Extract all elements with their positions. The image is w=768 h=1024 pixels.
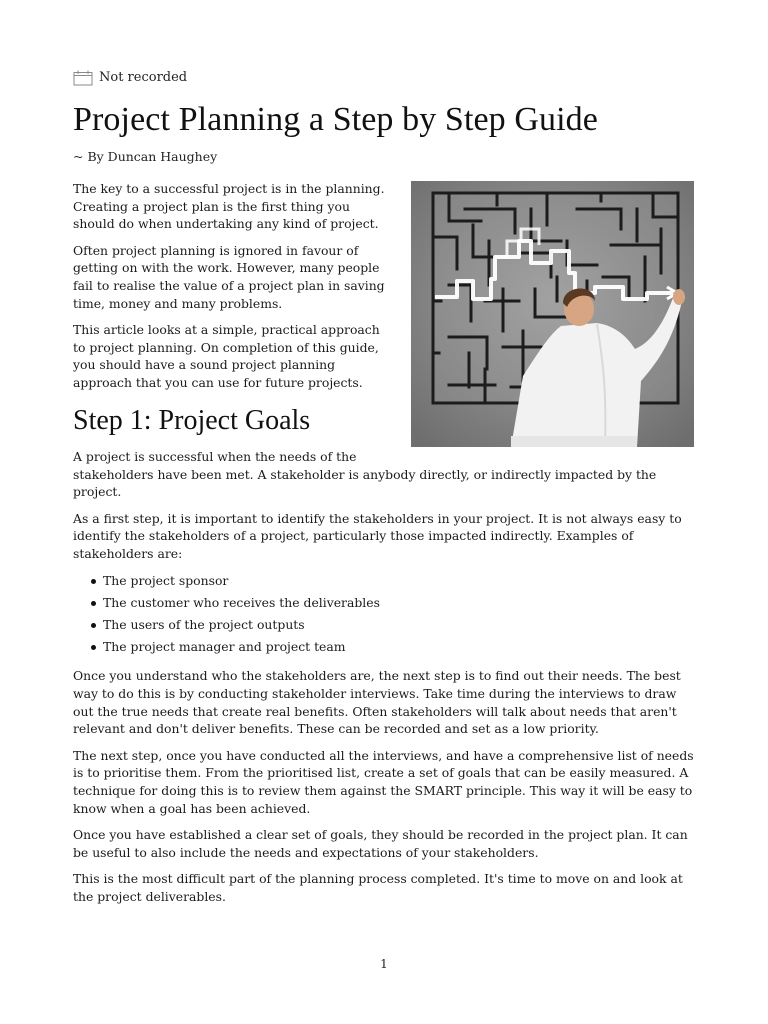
author-byline: ~ By Duncan Haughey [73, 149, 218, 164]
maze-illustration [411, 181, 694, 447]
page-title: Project Planning a Step by Step Guide [73, 101, 598, 138]
section-body [73, 448, 697, 915]
body-paragraph: As a first step, it is important to identify the stakeholders in your project. It is not always easy to identify the stakeholders of a project, particularly those impacted indirectly. Examples of stakeholders are: [73, 510, 682, 561]
intro-paragraph: Often project planning is ignored in favour of getting on with the work. However, many people fail to realise the value of a project plan in saving time, money and many problems. [73, 242, 385, 311]
calendar-icon [73, 70, 93, 86]
stakeholder-list [73, 572, 697, 656]
body-paragraph: Once you have established a clear set of goals, they should be recorded in the project plan. It can be useful to also include the needs and expectations of your stakeholders. [73, 827, 688, 860]
list-item: The project manager and project team [103, 638, 697, 656]
list-item: The project sponsor [103, 572, 697, 590]
lead-line: stakeholders have been met. A stakeholder is anybody directly, or indirectly impacted by the project. [73, 466, 657, 500]
intro-paragraph: The key to a successful project is in the planning. Creating a project plan is the first thing you should do when undertaking any kind of project. [73, 181, 385, 232]
record-status-text: Not recorded [99, 70, 188, 85]
section-heading: Step 1: Project Goals [73, 405, 311, 436]
record-status-row [73, 68, 187, 88]
list-item: The users of the project outputs [103, 616, 697, 634]
intro-paragraph: This article looks at a simple, practical approach to project planning. On completion of this guide, you should have a sound project planning approach that you can use for future projects. [73, 322, 380, 390]
body-paragraph: This is the most difficult part of the planning process completed. It's time to move on and look at the project deliverables. [73, 871, 683, 904]
list-item: The customer who receives the deliverables [103, 594, 697, 612]
man-drawing-maze-image [411, 181, 694, 447]
body-paragraph: The next step, once you have conducted all the interviews, and have a comprehensive list of needs is to prioritise them. From the prioritised list, create a set of goals that can be easily measured. A technique for doing this is to review them against the SMART principle. This way it will be easy to know when a goal has been achieved. [73, 747, 694, 816]
page-number: 1 [380, 957, 388, 971]
body-paragraph: Once you understand who the stakeholders are, the next step is to find out their needs. The best way to do this is by conducting stakeholder interviews. Take time during the interviews to draw out the true needs that create real benefits. Often stakeholders will talk about needs that aren't relevant and don't deliver benefits. These can be recorded and set as a low priority. [73, 668, 681, 737]
lead-line: A project is successful when the needs of the [73, 449, 357, 464]
intro-section [73, 180, 395, 401]
